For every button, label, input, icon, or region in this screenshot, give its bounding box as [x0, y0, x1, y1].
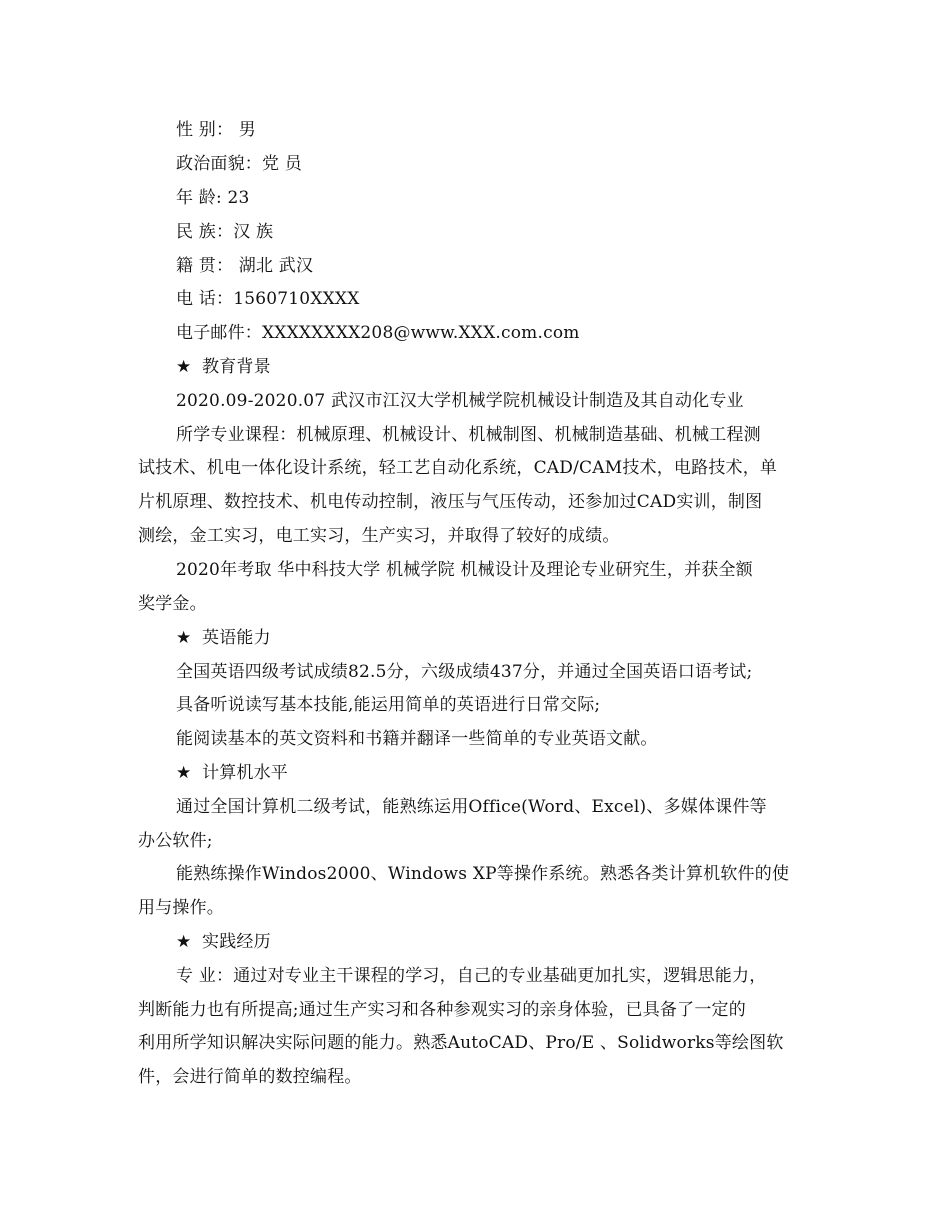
practice-line: 利用所学知识解决实际问题的能力。熟悉AutoCAD、Pro/E 、Solidworks等绘图软 [138, 1033, 784, 1053]
english-heading-text: 英语能力 [202, 628, 271, 648]
english-heading [176, 628, 818, 648]
computer-line: 能熟练操作Windos2000、Windows XP等操作系统。熟悉各类计算机软件的使 [176, 864, 790, 884]
practice-line: 件，会进行简单的数控编程。 [138, 1067, 362, 1087]
ethnicity-line: 民 族：汉 族 [176, 222, 274, 242]
star-icon: ★ [176, 357, 192, 377]
courses-line: 片机原理、数控技术、机电传动控制，液压与气压传动，还参加过CAD实训，制图 [138, 492, 763, 512]
political-line: 政治面貌：党 员 [176, 154, 303, 174]
english-line: 能阅读基本的英文资料和书籍并翻译一些简单的专业英语文献。 [176, 729, 658, 749]
postgrad-line: 2020年考取 华中科技大学 机械学院 机械设计及理论专业研究生，并获全额 [176, 560, 753, 580]
computer-line: 办公软件; [138, 831, 213, 851]
practice-line: 判断能力也有所提高;通过生产实习和各种参观实习的亲身体验，已具备了一定的 [138, 1000, 746, 1020]
age-line: 年 龄: 23 [176, 188, 250, 208]
computer-heading-text: 计算机水平 [202, 763, 288, 783]
computer-line: 通过全国计算机二级考试，能熟练运用Office(Word、Excel)、多媒体课件等 [176, 797, 767, 817]
practice-heading-text: 实践经历 [202, 932, 271, 952]
postgrad-line: 奖学金。 [138, 594, 207, 614]
native-place-line: 籍 贯： 湖北 武汉 [176, 256, 314, 276]
star-icon: ★ [176, 628, 192, 648]
email-line: 电子邮件：XXXXXXXX208@www.XXX.com.com [176, 323, 580, 343]
education-period: 2020.09-2020.07 武汉市江汉大学机械学院机械设计制造及其自动化专业 [176, 391, 744, 411]
phone-line: 电 话：1560710XXXX [176, 289, 360, 309]
gender-line: 性 别： 男 [176, 120, 257, 140]
computer-line: 用与操作。 [138, 898, 224, 918]
education-heading [176, 357, 818, 377]
education-heading-text: 教育背景 [202, 357, 271, 377]
courses-line: 所学专业课程：机械原理、机械设计、机械制图、机械制造基础、机械工程测 [176, 425, 761, 445]
courses-line: 测绘，金工实习，电工实习，生产实习，并取得了较好的成绩。 [138, 526, 620, 546]
practice-line: 专 业：通过对专业主干课程的学习，自己的专业基础更加扎实，逻辑思能力， [176, 966, 767, 986]
english-line: 全国英语四级考试成绩82.5分，六级成绩437分，并通过全国英语口语考试; [176, 662, 753, 682]
computer-heading [176, 763, 818, 783]
star-icon: ★ [176, 932, 192, 952]
practice-heading [176, 932, 818, 952]
courses-line: 试技术、机电一体化设计系统，轻工艺自动化系统，CAD/CAM技术，电路技术，单 [138, 458, 778, 478]
star-icon: ★ [176, 763, 192, 783]
english-line: 具备听说读写基本技能,能运用简单的英语进行日常交际; [176, 695, 601, 715]
